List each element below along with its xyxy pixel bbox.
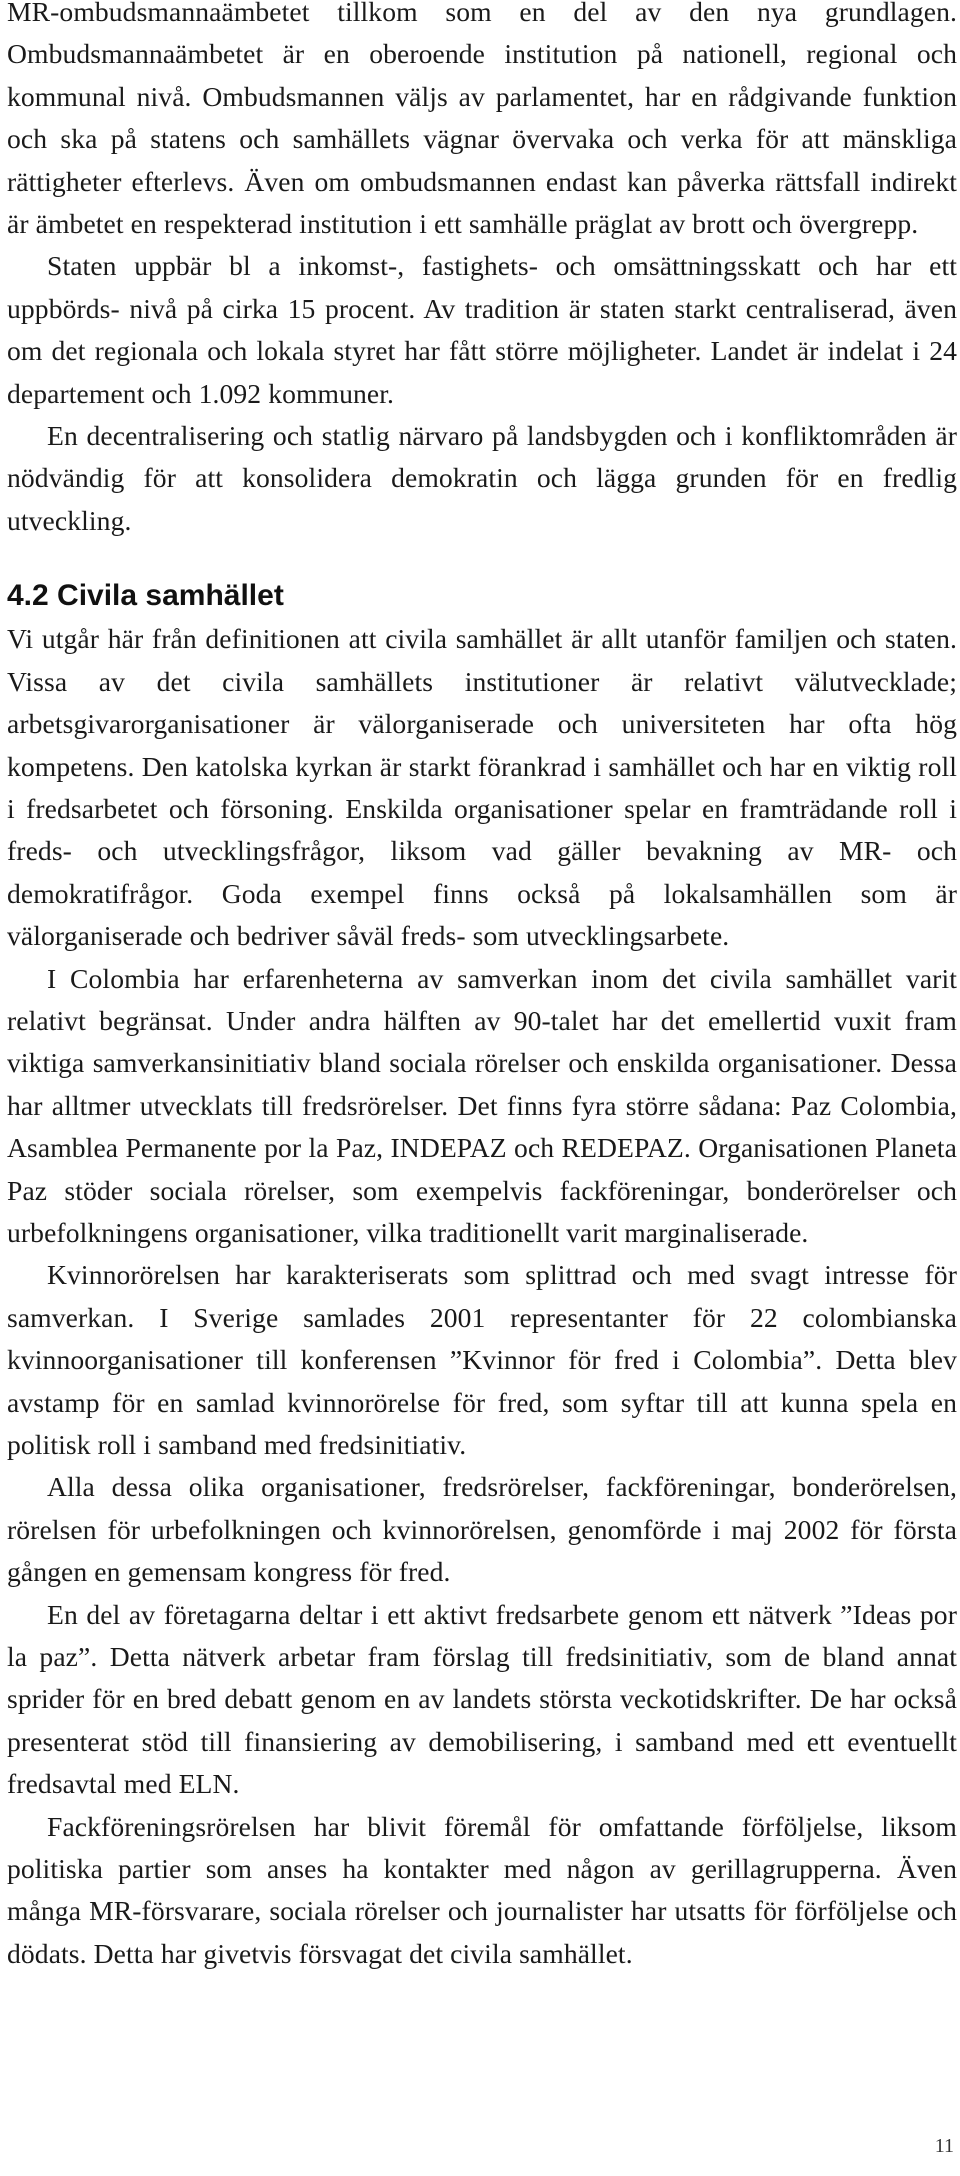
paragraph-civil-society-definition: Vi utgår här från definitionen att civila samhället är allt utanför familjen och staten. Vissa av det civila samhällets institutioner är relativt välutvecklade; arbetsgivarorganisationer är välorganiserade och universiteten har ofta hög kompetens. Den katolska kyrkan är starkt förankrad i samhället och har en viktig roll i fredsarbetet och försoning. Enskilda organisationer spelar en framträdande roll i freds- och utvecklingsfrågor, liksom vad gäller bevakning av MR- och demokratifrågor. Goda exempel finns också på lokalsamhällen som är välorganiserade och bedriver såväl freds- som utvecklingsarbete. [7,623,957,952]
paragraph-womens-movement: Kvinnorörelsen har karakteriserats som splittrad och med svagt intresse för samverkan. I Sverige samlades 2001 representanter för 22 colombianska kvinnoorganisationer till konferensen ”Kvinnor för fred i Colombia”. Detta blev avstamp för en samlad kvinnorörelse för fred, som syftar till att kunna spela en politisk roll i samband med fredsinitiativ. [7,1259,957,1460]
section-civil-society [7,618,957,1975]
paragraph-business-network: En del av företagarna deltar i ett aktivt fredsarbete genom ett nätverk ”Ideas por la paz”. Detta nätverk arbetar fram förslag till fredsinitiativ, som de bland annat sprider för en bred debatt genom en av landets största veckotidskrifter. De har också presenterat stöd till finansiering av demobilisering, i samband med ett eventuellt fredsavtal med ELN. [7,1598,957,1800]
paragraph-cooperation: I Colombia har erfarenheterna av samverkan inom det civila samhället varit relativt begränsat. Under andra hälften av 90-talet har det emellertid vuxit fram viktiga samverkansinitiativ bland sociala rörelser och enskilda organisationer. Dessa har alltmer utvecklats till fredsrörelser. Det finns fyra större sådana: Paz Colombia, Asamblea Permanente por la Paz, INDEPAZ och REDEPAZ. Organisationen Planeta Paz stöder sociala rörelser, som exempelvis fackföreningar, bonderörelser och urbefolkningens organisationer, vilka traditionellt varit marginaliserade. [7,962,957,1248]
paragraph-trade-unions: Fackföreningsrörelsen har blivit föremål för omfattande förföljelse, liksom politiska partier som anses ha kontakter med någon av gerillagrupperna. Även många MR-försvarare, sociala rörelser och journalister har utsatts för förföljelse och dödats. Detta har givetvis försvagat det civila samhället. [7,1810,957,1969]
paragraph-taxation: Staten uppbär bl a inkomst-, fastighets- och omsättningsskatt och har ett uppbörds- nivå på cirka 15 procent. Av tradition är staten starkt centraliserad, även om det regionala och lokala styret har fått större möjligheter. Landet är indelat i 24 departement och 1.092 kommuner. [7,250,957,409]
section-heading-civil-society: 4.2 Civila samhället [7,579,284,613]
paragraph-decentralisation: En decentralisering och statlig närvaro på landsbygden och i konfliktområden är nödvändig för att konsolidera demokratin och lägga grunden för en fredlig utveckling. [7,420,957,536]
page-number: 11 [934,2135,954,2157]
document-page [7,0,957,1975]
paragraph-ombudsman: MR-ombudsmannaämbetet tillkom som en del av den nya grundlagen. Ombudsmannaämbetet är en oberoende institution på nationell, regional och kommunal nivå. Ombudsmannen väljs av parlamentet, har en rådgivande funktion och ska på statens och samhällets vägnar övervaka och verka för att mänskliga rättigheter efterlevs. Även om ombudsmannen endast kan påverka rättsfall indirekt är ämbetet en respekterad institution i ett samhälle präglat av brott och övergrepp. [7,0,957,240]
section-ombudsman [7,0,957,542]
paragraph-peace-congress: Alla dessa olika organisationer, fredsrörelser, fackföreningar, bonderörelsen, rörelsen för urbefolkningen och kvinnorörelsen, genomförde i maj 2002 för första gången en gemensam kongress för fred. [7,1471,957,1588]
